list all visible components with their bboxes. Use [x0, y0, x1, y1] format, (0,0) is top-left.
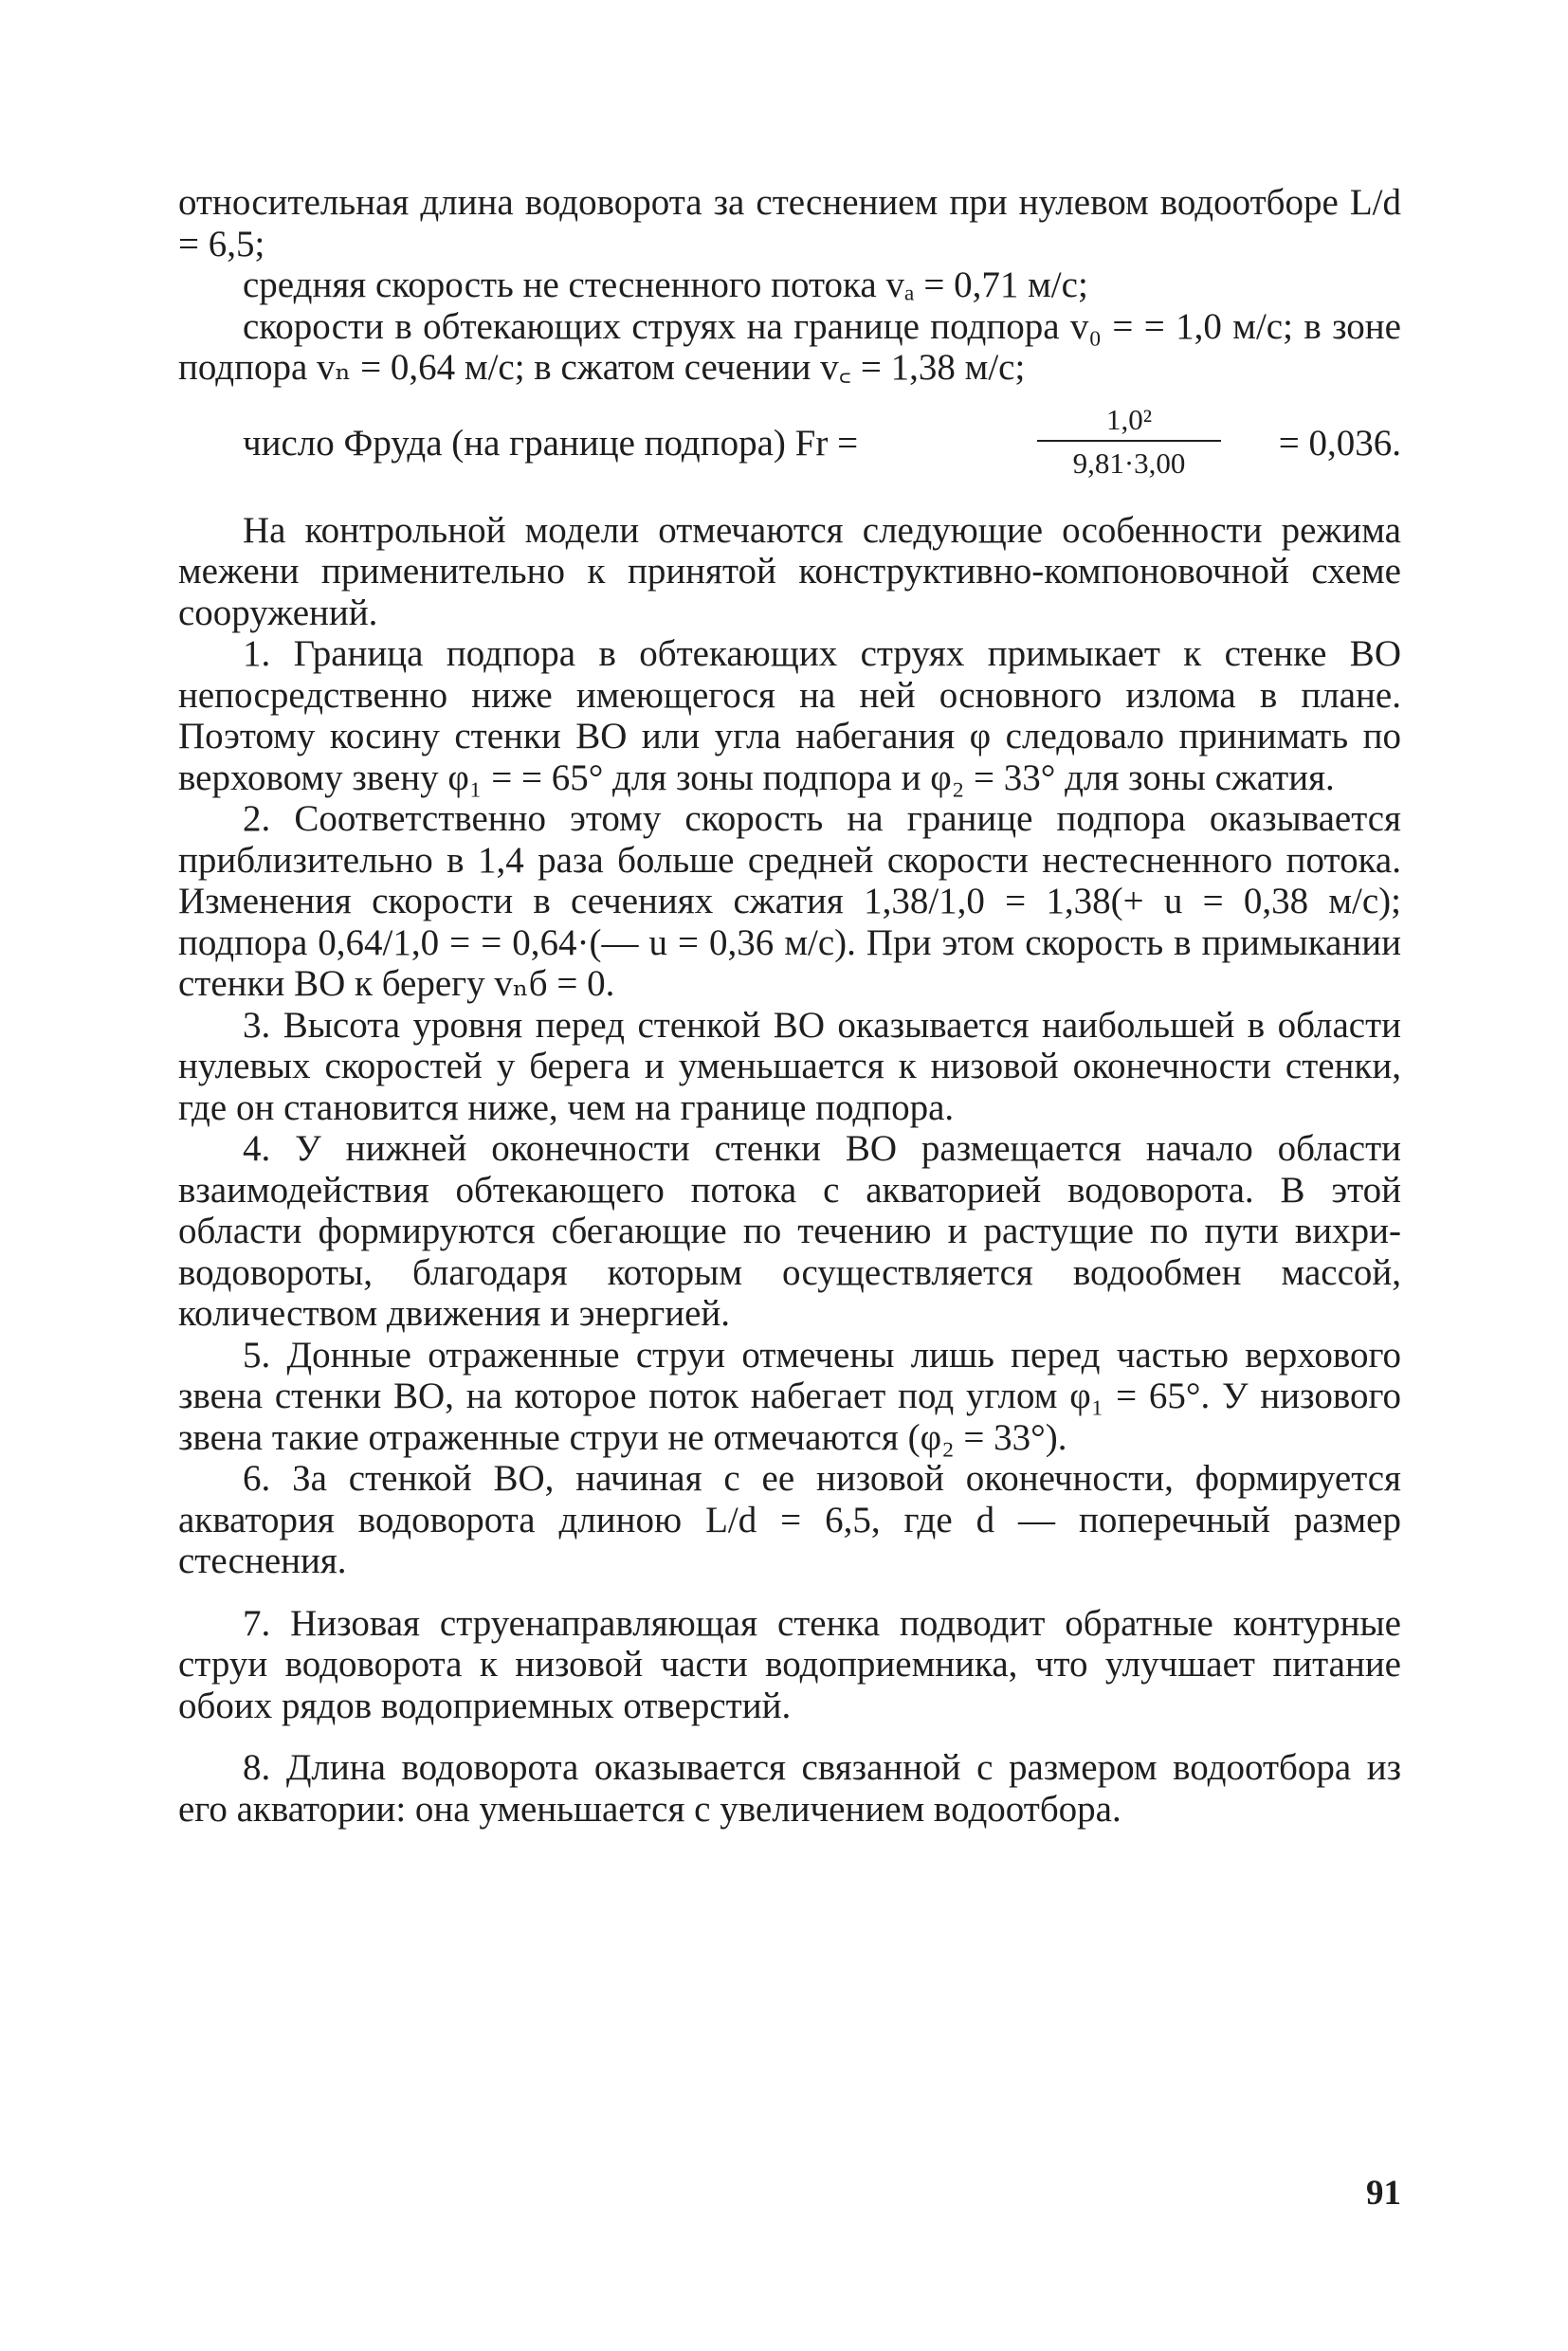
froude-formula [178, 402, 1401, 493]
froude-result: = 0,036. [1278, 422, 1401, 464]
list-item-7: 7. Низовая струенаправляющая стенка подводит обратные контурные струи водоворота к низовой части водоприемника, что улучшает питание обоих рядов водоприемных отверстий. [178, 1602, 1401, 1726]
page-body [178, 182, 1401, 1830]
froude-denominator: 9,81·3,00 [1072, 446, 1186, 480]
list-item-6: 6. За стенкой ВО, начиная с ее низовой оконечности, формируется акватория водоворота длиною L/d = 6,5, где d — поперечный размер стеснения. [178, 1458, 1401, 1581]
page-number: 91 [1366, 2174, 1401, 2213]
list-item-4: 4. У нижней оконечности стенки ВО размещается начало области взаимодействия обтекающего потока с акваторией водоворота. В этой области формируются сбегающие по течению и растущие по пути вихри-водовороты, благодаря которым осуществляется водообмен массой, количеством движения и энергией. [178, 1128, 1401, 1334]
froude-fraction [1030, 402, 1229, 482]
list-item-1: 1. Граница подпора в обтекающих струях примыкает к стенке ВО непосредственно ниже имеющегося на ней основного излома в плане. Поэтому косину стенки ВО или угла набегания φ следовало принимать по верховому звену φ₁ = = 65° для зоны подпора и φ₂ = 33° для зоны сжатия. [178, 633, 1401, 798]
intro-paragraph: На контрольной модели отмечаются следующие особенности режима межени применительно к принятой конструктивно-компоновочной схеме сооружений. [178, 509, 1401, 633]
fraction-bar [1037, 440, 1221, 442]
list-item-5: 5. Донные отраженные струи отмечены лишь перед частью верхового звена стенки ВО, на которое поток набегает под углом φ₁ = 65°. У низового звена такие отраженные струи не отмечаются (φ₂ = 33°). [178, 1334, 1401, 1458]
param-relative-length: относительная длина водоворота за стеснением при нулевом водоотборе L/d = 6,5; [178, 182, 1401, 264]
list-item-8: 8. Длина водоворота оказывается связанной с размером водоотбора из его акватории: она уменьшается с увеличением водоотбора. [178, 1747, 1401, 1830]
froude-numerator: 1,0² [1105, 402, 1153, 436]
list-item-3: 3. Высота уровня перед стенкой ВО оказывается наибольшей в области нулевых скоростей у берега и уменьшается к низовой оконечности стенки, где он становится ниже, чем на границе подпора. [178, 1004, 1401, 1128]
param-jet-velocities: скорости в обтекающих струях на границе подпора v₀ = = 1,0 м/с; в зоне подпора vₙ = 0,64 м/с; в сжатом сечении v꜀ = 1,38 м/с; [178, 305, 1401, 388]
list-item-2: 2. Соответственно этому скорость на границе подпора оказывается приблизительно в 1,4 раза больше средней скорости нестесненного потока. Изменения скорости в сечениях сжатия 1,38/1,0 = 1,38(+ u = 0,38 м/с); подпора 0,64/1,0 = = 0,64·(— u = 0,36 м/с). При этом скорость в примыкании стенки ВО к берегу vₙб = 0. [178, 798, 1401, 1004]
froude-label: число Фруда (на границе подпора) Fr = [243, 422, 859, 464]
param-mean-velocity: средняя скорость не стесненного потока vₐ = 0,71 м/с; [243, 264, 1088, 305]
